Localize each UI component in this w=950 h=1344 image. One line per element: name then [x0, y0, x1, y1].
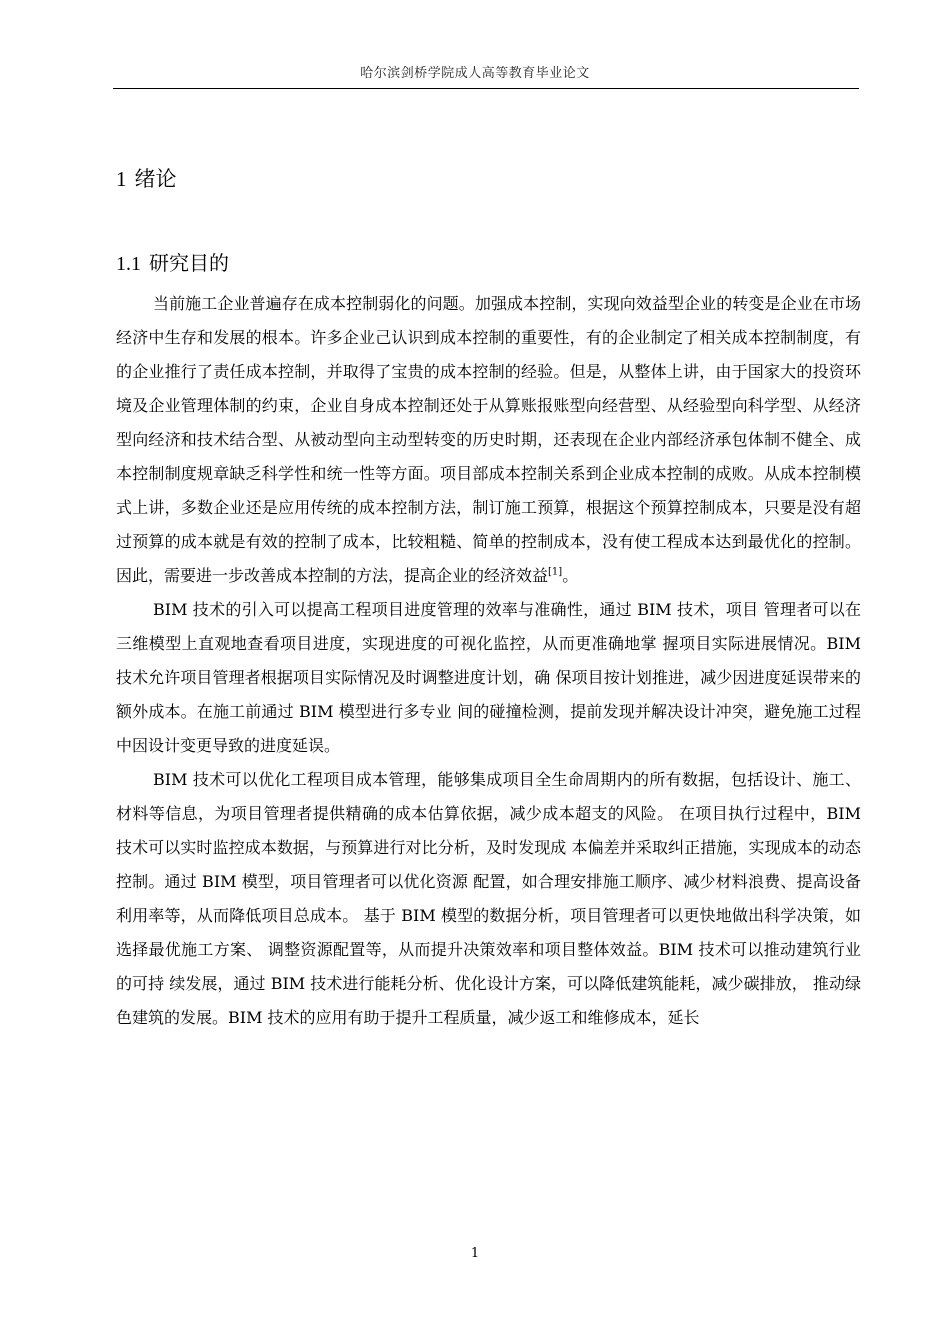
- chapter-title: 绪论: [134, 167, 177, 191]
- section-number: 1.1: [116, 253, 141, 275]
- section-title: 研究目的: [149, 251, 229, 275]
- paragraph-bim-cost: BIM 技术可以优化工程项目成本管理，能够集成项目全生命周期内的所有数据，包括设计、施工、材料等信息，为项目管理者提供精确的成本估算依据，减少成本超支的风险。 在项目执行过程中，BIM 技术可以实时监控成本数据，与预算进行对比分析，及时发现成 本偏差并采取纠正措施，实现成本的动态控制。通过 BIM 模型，项目管理者可以优化资源 配置，如合理安排施工顺序、减少材料浪费、提高设备利用率等，从而降低项目总成本。 基于 BIM 模型的数据分析，项目管理者可以更快地做出科学决策，如选择最优施工方案、 调整资源配置等，从而提升决策效率和项目整体效益。BIM 技术可以推动建筑行业的可持 续发展，通过 BIM 技术进行能耗分析、优化设计方案，可以降低建筑能耗，减少碳排放， 推动绿色建筑的发展。BIM 技术的应用有助于提升工程质量，减少返工和维修成本，延长: [116, 770, 861, 1027]
- page-number: 1: [470, 1246, 480, 1261]
- section-heading: [116, 249, 229, 278]
- header-divider: [113, 88, 859, 89]
- chapter-number: 1: [116, 167, 127, 191]
- citation-ref: [1]: [548, 566, 563, 578]
- running-header: 哈尔滨剑桥学院成人高等教育毕业论文: [360, 66, 590, 81]
- paragraph-cost-control: [116, 287, 861, 593]
- body-text: [116, 287, 861, 1035]
- paragraph-text: 当前施工企业普遍存在成本控制弱化的问题。加强成本控制，实现向效益型企业的转变是企业在市场经济中生存和发展的根本。许多企业己认识到成本控制的重要性，有的企业制定了相关成本控制制度，有的企业推行了责任成本控制，并取得了宝贵的成本控制的经验。但是，从整体上讲，由于国家大的投资环境及企业管理体制的约束，企业自身成本控制还处于从算账报账型向经营型、从经验型向科学型、从经济型向经济和技术结合型、从被动型向主动型转变的历史时期，还表现在企业内部经济承包体制不健全、成本控制制度规章缺乏科学性和统一性等方面。项目部成本控制关系到企业成本控制的成败。从成本控制模式上讲，多数企业还是应用传统的成本控制方法，制订施工预算，根据这个预算控制成本，只要是没有超过预算的成本就是有效的控制了成本，比较粗糙、简单的控制成本，没有使工程成本达到最优化的控制。因此，需要进一步改善成本控制的方法，提高企业的经济效益: [116, 294, 861, 585]
- paragraph-bim-schedule: BIM 技术的引入可以提高工程项目进度管理的效率与准确性，通过 BIM 技术，项目 管理者可以在三维模型上直观地查看项目进度，实现进度的可视化监控，从而更准确地掌 握项目实际进展情况。BIM 技术允许项目管理者根据项目实际情况及时调整进度计划，确 保项目按计划推进，减少因进度延误带来的额外成本。在施工前通过 BIM 模型进行多专业 间的碰撞检测，提前发现并解决设计冲突，避免施工过程中因设计变更导致的进度延误。: [116, 600, 861, 755]
- paragraph-tail: 。: [562, 566, 579, 585]
- chapter-heading: [116, 164, 177, 194]
